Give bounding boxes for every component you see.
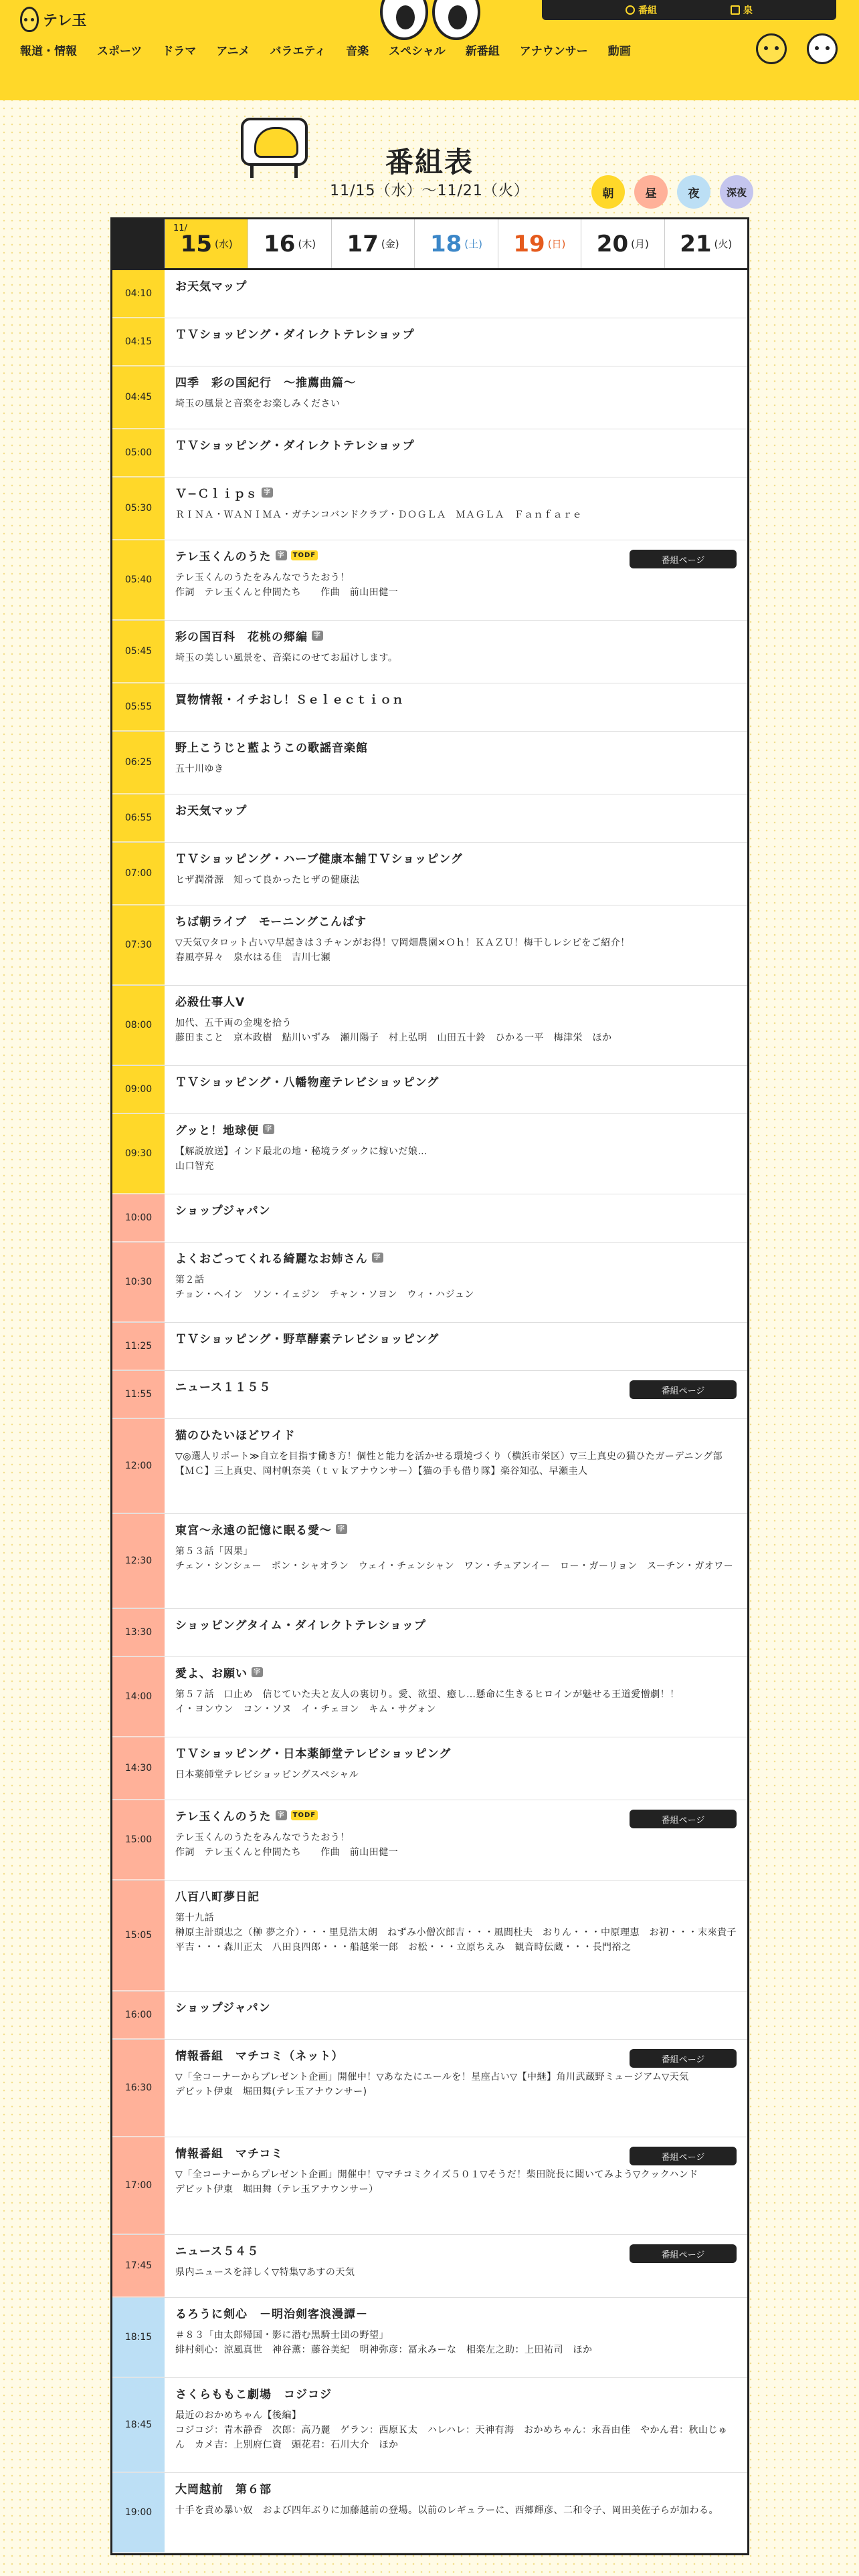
program-title-text: ＴＶショッピング・八幡物産テレビショッピング bbox=[175, 1076, 440, 1089]
program-title-text: るろうに剣心 －明治剣客浪漫譚－ bbox=[175, 2308, 368, 2321]
program-title[interactable] bbox=[175, 436, 737, 453]
subtitle-badge: 字 bbox=[372, 1253, 383, 1263]
program-row bbox=[112, 477, 747, 540]
description-line: 春風亭昇々 泉水はる佳 吉川七瀬 bbox=[175, 952, 330, 963]
program-description bbox=[175, 508, 737, 522]
day-of-week: (土) bbox=[464, 238, 482, 250]
program-content[interactable] bbox=[165, 732, 747, 794]
program-content[interactable] bbox=[165, 540, 747, 620]
program-row bbox=[112, 1514, 747, 1609]
time-of-day-buttons bbox=[591, 175, 753, 209]
program-row bbox=[112, 2235, 747, 2298]
program-row bbox=[112, 2473, 747, 2553]
description-line: 日本薬師堂テレビショッピングスペシャル bbox=[175, 1769, 359, 1780]
program-title[interactable] bbox=[175, 992, 737, 1009]
time-cell: 04:10 bbox=[112, 270, 165, 318]
program-title-text: グッと！地球便 bbox=[175, 1124, 260, 1138]
time-of-day-button[interactable]: 夜 bbox=[677, 175, 710, 209]
program-description bbox=[175, 2070, 737, 2099]
description-line: ▽天気▽タロット占い▽早起きは３チャンがお得！▽岡畑農園×Ｏｈ！ＫＡＺＵ！梅干しレシピをご紹介！ bbox=[175, 938, 630, 948]
time-cell: 17:45 bbox=[112, 2235, 165, 2297]
page-title: 番組表 bbox=[385, 146, 474, 179]
program-row bbox=[112, 2040, 747, 2137]
program-title-text: 必殺仕事人Ⅴ bbox=[175, 996, 246, 1009]
subtitle-badge: 字 bbox=[252, 1667, 263, 1677]
time-cell: 05:30 bbox=[112, 477, 165, 540]
description-line: ▽「全コーナーからプレゼント企画」開催中！▽マチコミクイズ５０１▽そうだ！柴田院長に聞いてみよう▽クックハンド bbox=[175, 2169, 698, 2180]
time-cell: 16:30 bbox=[112, 2040, 165, 2137]
program-content[interactable] bbox=[165, 905, 747, 985]
program-title[interactable] bbox=[175, 1664, 737, 1681]
time-cell: 10:30 bbox=[112, 1243, 165, 1322]
time-cell: 17:00 bbox=[112, 2137, 165, 2234]
time-cell: 14:00 bbox=[112, 1657, 165, 1737]
program-title-text: Ｖ−Ｃｌｉｐｓ bbox=[175, 488, 258, 501]
program-title-text: 野上こうじと藍ようこの歌謡音楽館 bbox=[175, 742, 368, 755]
program-title-text: テレ玉くんのうた bbox=[175, 550, 272, 564]
description-line: 【ＭＣ】三上真史、岡村帆奈美（ｔｖｋアナウンサー）【猫の手も借り隊】楽谷知弘、早瀬圭人 bbox=[175, 1466, 588, 1477]
program-row bbox=[112, 366, 747, 429]
program-row bbox=[112, 1992, 747, 2040]
day-number: 17 bbox=[347, 230, 379, 257]
program-title-text: さくらももこ劇場 コジコジ bbox=[175, 2388, 332, 2401]
time-cell: 05:00 bbox=[112, 429, 165, 477]
logo-text: テレ玉 bbox=[43, 11, 87, 29]
program-content[interactable] bbox=[165, 318, 747, 366]
program-row bbox=[112, 732, 747, 794]
program-content[interactable] bbox=[165, 1992, 747, 2039]
program-page-button[interactable]: 番組ページ bbox=[630, 2049, 737, 2068]
program-content[interactable] bbox=[165, 2298, 747, 2377]
program-title[interactable] bbox=[175, 849, 737, 866]
nav-item[interactable]: 報道・情報 bbox=[20, 45, 77, 58]
program-content[interactable] bbox=[165, 1323, 747, 1370]
program-row bbox=[112, 1066, 747, 1114]
program-row bbox=[112, 2298, 747, 2378]
program-title[interactable] bbox=[175, 1201, 737, 1218]
program-row bbox=[112, 1371, 747, 1419]
day-of-week: (木) bbox=[298, 238, 316, 250]
time-cell: 05:45 bbox=[112, 621, 165, 683]
program-row bbox=[112, 1800, 747, 1881]
program-content[interactable] bbox=[165, 2235, 747, 2297]
program-description bbox=[175, 2265, 737, 2280]
left-eye-icon bbox=[380, 0, 428, 40]
character-button-icon[interactable] bbox=[807, 33, 838, 64]
program-page-button[interactable]: 番組ページ bbox=[630, 1380, 737, 1399]
program-content[interactable] bbox=[165, 2473, 747, 2553]
top-link-label: 番組 bbox=[638, 5, 657, 16]
program-title-text: 四季 彩の国紀行 〜推薦曲篇〜 bbox=[175, 377, 356, 390]
day-tab[interactable] bbox=[664, 219, 747, 268]
program-description bbox=[175, 2328, 737, 2357]
description-line: 埼玉の風景と音楽をお楽しみください bbox=[175, 399, 341, 409]
day-of-week: (火) bbox=[714, 238, 733, 250]
schedule-table bbox=[110, 217, 749, 2555]
day-tab[interactable] bbox=[581, 219, 664, 268]
description-line: 第２話 bbox=[175, 1275, 205, 1285]
description-line: 山口智充 bbox=[175, 1161, 214, 1172]
description-line: 作詞 テレ玉くんと仲間たち 作曲 前山田健一 bbox=[175, 1847, 399, 1858]
program-content[interactable] bbox=[165, 794, 747, 842]
description-line: 五十川ゆき bbox=[175, 764, 224, 774]
time-cell: 05:40 bbox=[112, 540, 165, 620]
description-line: 十手を責め暴い奴 および四年ぶりに加藤越前の登場。以前のレギュラーに、西郷輝彦、二和令子、岡田美佐子らが加わる。 bbox=[175, 2505, 719, 2516]
time-cell: 12:00 bbox=[112, 1419, 165, 1513]
nav-item[interactable]: バラエティ bbox=[270, 45, 326, 58]
top-link-schedule[interactable] bbox=[626, 3, 657, 17]
date-range: 11/15（水）〜11/21（火） bbox=[330, 183, 529, 199]
day-of-week: (日) bbox=[547, 238, 566, 250]
program-title[interactable] bbox=[175, 1249, 737, 1266]
program-title[interactable] bbox=[175, 1998, 737, 2015]
program-description bbox=[175, 1449, 737, 1479]
day-of-week: (水) bbox=[215, 238, 233, 250]
nav-item[interactable]: 音楽 bbox=[346, 45, 369, 58]
subtitle-badge: 字 bbox=[263, 1124, 274, 1134]
nav-item[interactable]: 新番組 bbox=[465, 45, 500, 58]
program-title-text: 大岡越前 第６部 bbox=[175, 2483, 272, 2496]
program-title[interactable] bbox=[175, 484, 737, 501]
right-eye-icon bbox=[432, 0, 480, 40]
program-title-text: テレ玉くんのうた bbox=[175, 1810, 272, 1824]
program-title[interactable] bbox=[175, 373, 737, 390]
program-title[interactable] bbox=[175, 325, 737, 342]
program-description bbox=[175, 651, 737, 665]
program-description bbox=[175, 1767, 737, 1782]
nav-item[interactable]: ドラマ bbox=[162, 45, 197, 58]
time-of-day-button[interactable]: 深夜 bbox=[720, 175, 753, 209]
program-content[interactable] bbox=[165, 1881, 747, 1991]
program-content[interactable] bbox=[165, 1114, 747, 1194]
program-row bbox=[112, 1114, 747, 1194]
description-line: 第５７話 口止め 信じていた夫と友人の裏切り。愛、欲望、癒し…懸命に生きるヒロインが魅せる王道愛憎劇！！ bbox=[175, 1689, 680, 1700]
day-number: 15 bbox=[180, 230, 213, 257]
subtitle-badge: 字 bbox=[276, 1810, 287, 1820]
day-number: 20 bbox=[596, 230, 629, 257]
program-title-text: ショップジャパン bbox=[175, 2002, 271, 2015]
program-row bbox=[112, 794, 747, 843]
description-line: ▽◎選人リポート≫自立を目指す働き方！個性と能力を活かせる環境づくり（横浜市栄区）▽三上真史の猫ひたガーデニング部 bbox=[175, 1451, 723, 1462]
program-title-text: お天気マップ bbox=[175, 280, 248, 294]
program-row bbox=[112, 270, 747, 318]
program-title[interactable] bbox=[175, 2385, 737, 2401]
program-content[interactable] bbox=[165, 366, 747, 429]
time-cell: 07:00 bbox=[112, 843, 165, 905]
program-title-text: 買物情報・イチおし！Ｓｅｌｅｃｔｉｏｎ bbox=[175, 693, 404, 707]
program-content[interactable] bbox=[165, 1243, 747, 1322]
top-link-book[interactable] bbox=[731, 3, 753, 17]
description-line: 第十九話 bbox=[175, 1913, 214, 1923]
title-area bbox=[0, 100, 859, 217]
description-line: テレ玉くんのうたをみんなでうたおう！ bbox=[175, 572, 350, 583]
time-cell: 04:45 bbox=[112, 366, 165, 429]
subtitle-badge: 字 bbox=[262, 488, 273, 498]
program-page-button[interactable]: 番組ページ bbox=[630, 2244, 737, 2263]
day-of-week: (金) bbox=[381, 238, 399, 250]
day-tabs bbox=[112, 219, 747, 270]
program-description bbox=[175, 936, 737, 965]
program-title-text: ニュース１１５５ bbox=[175, 1381, 272, 1394]
program-description bbox=[175, 1911, 747, 1955]
program-title-text: ＴＶショッピング・ダイレクトテレショップ bbox=[175, 439, 415, 453]
description-line: チョン・ヘイン ソン・イェジン チャン・ソヨン ウィ・ハジュン bbox=[175, 1289, 474, 1300]
program-row bbox=[112, 843, 747, 905]
program-content[interactable] bbox=[165, 2137, 747, 2234]
day-number: 16 bbox=[264, 230, 296, 257]
program-content[interactable] bbox=[165, 1609, 747, 1656]
description-line: デビット伊東 堀田舞(テレ玉アナウンサー) bbox=[175, 2086, 367, 2097]
description-line: ＃８３「由太郎帰国・影に潜む黒騎士団の野望」 bbox=[175, 2330, 389, 2341]
program-description bbox=[175, 570, 737, 600]
program-description bbox=[175, 1830, 737, 1860]
site-header bbox=[0, 0, 859, 100]
subtitle-badge: 字 bbox=[276, 550, 287, 560]
program-row bbox=[112, 1609, 747, 1657]
program-title-text: ＴＶショッピング・ダイレクトテレショップ bbox=[175, 328, 415, 342]
description-line: チェン・シンシュー ポン・シャオラン ウェイ・チェンシャン ワン・チュアンイー ロー・ガーリョン スーチン・ガオワー bbox=[175, 1561, 734, 1572]
program-title-text: ＴＶショッピング・ハーブ健康本舗ＴＶショッピング bbox=[175, 853, 463, 866]
time-of-day-button[interactable]: 昼 bbox=[634, 175, 668, 209]
program-title[interactable] bbox=[175, 2304, 737, 2321]
description-line: 榊原主計頭忠之（榊 夢之介）・・・里見浩太朗 ねずみ小僧次郎吉・・・風間杜夫 おりん・・・中原理恵 お初・・・末來貴子 平吉・・・森川正太 八田良四郎・・・船越栄一郎 お松・・・立原ちえみ 観音時伝蔵・・・長門裕之 bbox=[175, 1927, 747, 1953]
description-line: コジコジ：青木静香 次郎：高乃麗 ゲラン：西原Ｋ太 ハレハレ：天神有海 おかめちゃん：永吾由佳 やかん君：秋山じゅん カメ吉：上別府仁資 頭花君：石川大介 ほか bbox=[175, 2425, 728, 2450]
time-cell: 05:55 bbox=[112, 683, 165, 731]
program-row bbox=[112, 1243, 747, 1323]
program-title[interactable] bbox=[175, 627, 737, 644]
program-title-text: 八百八町夢日記 bbox=[175, 1891, 260, 1904]
program-content[interactable] bbox=[165, 270, 747, 318]
program-row bbox=[112, 2378, 747, 2473]
program-content[interactable] bbox=[165, 429, 747, 477]
day-number: 18 bbox=[430, 230, 462, 257]
description-line: 藤田まこと 京本政樹 鮎川いずみ 瀬川陽子 村上弘明 山田五十鈴 ひかる一平 梅津栄 ほか bbox=[175, 1033, 612, 1043]
day-tab[interactable] bbox=[414, 219, 497, 268]
program-content[interactable] bbox=[165, 2040, 747, 2137]
time-cell: 06:25 bbox=[112, 732, 165, 794]
program-title-text: ＴＶショッピング・日本薬師堂テレビショッピング bbox=[175, 1747, 452, 1761]
program-description bbox=[175, 2167, 737, 2197]
program-description bbox=[175, 873, 737, 887]
program-title[interactable] bbox=[175, 277, 737, 294]
time-cell: 11:25 bbox=[112, 1323, 165, 1370]
corner-cell bbox=[112, 219, 165, 268]
program-content[interactable] bbox=[165, 683, 747, 731]
program-page-button[interactable]: 番組ページ bbox=[630, 2147, 737, 2165]
program-row bbox=[112, 2137, 747, 2235]
time-cell: 06:55 bbox=[112, 794, 165, 842]
description-line: イ・ヨンウン コン・ソヌ イ・チェヨン キム・サグォン bbox=[175, 1704, 436, 1715]
time-cell: 11:55 bbox=[112, 1371, 165, 1418]
day-month: 11/ bbox=[173, 223, 187, 233]
program-row bbox=[112, 1419, 747, 1514]
time-cell: 18:45 bbox=[112, 2378, 165, 2472]
program-content[interactable] bbox=[165, 2378, 747, 2472]
nav-item[interactable]: 動画 bbox=[607, 45, 631, 58]
program-description bbox=[175, 1687, 737, 1717]
program-title-text: ショッピングタイム・ダイレクトテレショップ bbox=[175, 1619, 426, 1632]
program-title[interactable] bbox=[175, 1887, 737, 1904]
time-cell: 18:15 bbox=[112, 2298, 165, 2377]
time-cell: 10:00 bbox=[112, 1194, 165, 1242]
mascot-button-icon[interactable] bbox=[756, 33, 787, 64]
description-line: ＲＩＮＡ・ＷＡＮＩＭＡ・ガチンコバンドクラブ・ＤＯＧＬＡ ＭＡＧＬＡ Ｆａｎｆａｒｅ bbox=[175, 510, 583, 520]
top-link-label: 泉 bbox=[743, 5, 753, 16]
description-line: ▽「全コーナーからプレゼント企画」開催中！▽あなたにエールを！星座占い▽【中継】角川武蔵野ミュージアム▽天気 bbox=[175, 2072, 689, 2082]
program-row bbox=[112, 318, 747, 366]
program-content[interactable] bbox=[165, 1194, 747, 1242]
mascot-eyes bbox=[380, 0, 480, 40]
program-content[interactable] bbox=[165, 986, 747, 1065]
program-title[interactable] bbox=[175, 1616, 737, 1632]
clock-icon bbox=[626, 5, 635, 15]
program-title-text: 彩の国百科 花桃の郷編 bbox=[175, 631, 308, 644]
nav-item[interactable]: アニメ bbox=[216, 45, 250, 58]
program-title[interactable] bbox=[175, 738, 737, 755]
program-row bbox=[112, 905, 747, 986]
program-content[interactable] bbox=[165, 477, 747, 540]
description-line: 作詞 テレ玉くんと仲間たち 作曲 前山田健一 bbox=[175, 587, 399, 598]
program-description bbox=[175, 397, 737, 411]
program-description bbox=[175, 762, 737, 776]
time-cell: 07:30 bbox=[112, 905, 165, 985]
nav-item[interactable]: スペシャル bbox=[389, 45, 446, 58]
program-title-text: ちば朝ライブ モーニングこんぱす bbox=[175, 916, 367, 929]
program-row bbox=[112, 621, 747, 683]
description-line: テレ玉くんのうたをみんなでうたおう！ bbox=[175, 1832, 350, 1843]
time-cell: 13:30 bbox=[112, 1609, 165, 1656]
subtitle-badge: 字 bbox=[312, 631, 323, 641]
program-row bbox=[112, 540, 747, 621]
program-title[interactable] bbox=[175, 912, 737, 929]
day-tab[interactable] bbox=[248, 219, 330, 268]
program-row bbox=[112, 683, 747, 732]
day-of-week: (月) bbox=[631, 238, 649, 250]
program-title-text: 情報番組 マチコミ（ネット） bbox=[175, 2050, 344, 2063]
main-nav bbox=[20, 41, 641, 58]
program-content[interactable] bbox=[165, 1657, 747, 1737]
description-line: ヒザ潤滑源 知って良かったヒザの健康法 bbox=[175, 875, 360, 885]
program-title-text: ＴＶショッピング・野草酵素テレビショッピング bbox=[175, 1333, 440, 1346]
time-cell: 12:30 bbox=[112, 1514, 165, 1608]
program-title[interactable] bbox=[175, 2480, 737, 2496]
program-row bbox=[112, 1323, 747, 1371]
program-row bbox=[112, 1194, 747, 1243]
program-row bbox=[112, 1657, 747, 1737]
program-content[interactable] bbox=[165, 1800, 747, 1880]
time-cell: 15:00 bbox=[112, 1800, 165, 1880]
time-cell: 14:30 bbox=[112, 1737, 165, 1800]
time-cell: 09:30 bbox=[112, 1114, 165, 1194]
nav-item[interactable]: スポーツ bbox=[97, 45, 142, 58]
day-tab[interactable] bbox=[331, 219, 414, 268]
top-link-bar bbox=[542, 0, 836, 20]
program-row bbox=[112, 986, 747, 1066]
program-description bbox=[175, 1273, 737, 1302]
description-line: 【解説放送】インド最北の地・秘境ラダックに嫁いだ娘… bbox=[175, 1146, 427, 1157]
description-line: デビット伊東 堀田舞（テレ玉アナウンサー） bbox=[175, 2184, 379, 2195]
day-tab[interactable] bbox=[165, 219, 248, 268]
description-line: 最近のおかめちゃん【後編】 bbox=[175, 2410, 302, 2421]
program-content[interactable] bbox=[165, 843, 747, 905]
program-list bbox=[112, 270, 747, 2553]
program-title[interactable] bbox=[175, 1121, 737, 1138]
todf-badge: TODF bbox=[291, 550, 318, 560]
program-title-text: 東宮〜永遠の記憶に眠る愛〜 bbox=[175, 1524, 332, 1537]
description-line: 埼玉の美しい風景を、音楽にのせてお届けします。 bbox=[175, 653, 398, 663]
program-page-button[interactable]: 番組ページ bbox=[630, 550, 737, 568]
program-content[interactable] bbox=[165, 1066, 747, 1113]
program-title-text: よくおごってくれる綺麗なお姉さん bbox=[175, 1253, 368, 1266]
program-page-button[interactable]: 番組ページ bbox=[630, 1810, 737, 1828]
program-content[interactable] bbox=[165, 1419, 747, 1513]
day-number: 19 bbox=[513, 230, 545, 257]
program-title[interactable] bbox=[175, 801, 737, 818]
program-title[interactable] bbox=[175, 1073, 737, 1089]
time-cell: 15:05 bbox=[112, 1881, 165, 1991]
time-cell: 16:00 bbox=[112, 1992, 165, 2039]
program-content[interactable] bbox=[165, 621, 747, 683]
program-description bbox=[175, 1144, 737, 1174]
program-description bbox=[175, 1016, 737, 1045]
program-title[interactable] bbox=[175, 1521, 737, 1537]
day-tab[interactable] bbox=[498, 219, 581, 268]
program-row bbox=[112, 429, 747, 477]
mascot-logo-icon bbox=[20, 7, 39, 32]
program-description bbox=[175, 1544, 737, 1574]
logo[interactable] bbox=[20, 7, 87, 32]
program-row bbox=[112, 1737, 747, 1800]
program-row bbox=[112, 1881, 747, 1992]
program-title-text: お天気マップ bbox=[175, 804, 248, 818]
program-title-text: 愛よ、お願い bbox=[175, 1667, 248, 1681]
program-content[interactable] bbox=[165, 1371, 747, 1418]
program-title-text: 情報番組 マチコミ bbox=[175, 2147, 284, 2161]
program-title-text: ショップジャパン bbox=[175, 1204, 271, 1218]
program-description bbox=[175, 2503, 737, 2518]
program-title[interactable] bbox=[175, 1744, 737, 1761]
nav-item[interactable]: アナウンサー bbox=[519, 45, 588, 58]
time-cell: 09:00 bbox=[112, 1066, 165, 1113]
program-content[interactable] bbox=[165, 1514, 747, 1608]
description-line: 加代、五千両の金塊を拾う bbox=[175, 1018, 292, 1029]
description-line: 第５３話「因果」 bbox=[175, 1546, 253, 1557]
program-title-text: ニュース５４５ bbox=[175, 2245, 260, 2258]
program-title[interactable] bbox=[175, 690, 737, 707]
book-icon bbox=[731, 5, 740, 15]
program-title-text: 猫のひたいほどワイド bbox=[175, 1429, 296, 1442]
program-title[interactable] bbox=[175, 1426, 737, 1442]
program-title[interactable] bbox=[175, 1329, 737, 1346]
time-cell: 04:15 bbox=[112, 318, 165, 366]
time-cell: 19:00 bbox=[112, 2473, 165, 2553]
time-of-day-button[interactable]: 朝 bbox=[591, 175, 625, 209]
time-cell: 08:00 bbox=[112, 986, 165, 1065]
day-number: 21 bbox=[680, 230, 712, 257]
todf-badge: TODF bbox=[291, 1810, 318, 1820]
program-description bbox=[175, 2408, 737, 2452]
description-line: 緋村剣心：涼風真世 神谷薫：藤谷美紀 明神弥彦：冨永みーな 相楽左之助：上田祐司 ほか bbox=[175, 2345, 593, 2355]
description-line: 県内ニュースを詳しく▽特集▽あすの天気 bbox=[175, 2267, 355, 2278]
program-content[interactable] bbox=[165, 1737, 747, 1800]
subtitle-badge: 字 bbox=[336, 1524, 347, 1534]
